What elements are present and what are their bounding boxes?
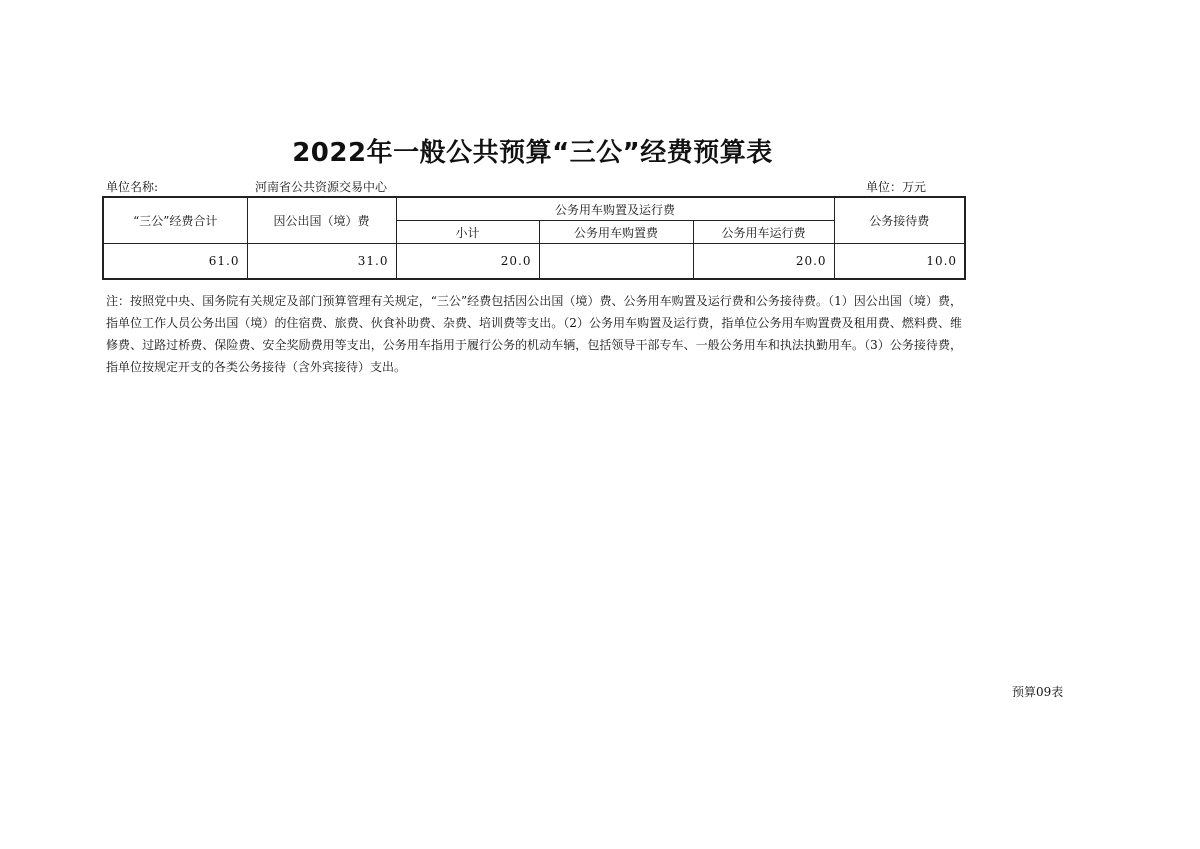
header-operation: 公务用车运行费	[693, 221, 834, 244]
header-subtotal: 小计	[396, 221, 539, 244]
header-total: “三公”经费合计	[103, 197, 247, 244]
cell-subtotal: 20.0	[396, 244, 539, 280]
cell-operation: 20.0	[693, 244, 834, 280]
cell-reception: 10.0	[834, 244, 965, 280]
org-label: 单位名称:	[106, 180, 159, 194]
form-number: 预算09表	[1012, 685, 1064, 699]
unit-label: 单位：万元	[866, 180, 927, 194]
header-purchase: 公务用车购置费	[539, 221, 693, 244]
header-reception: 公务接待费	[834, 197, 965, 244]
table-header-row	[103, 197, 965, 221]
cell-purchase	[539, 244, 693, 280]
header-vehicle-group: 公务用车购置及运行费	[396, 197, 834, 221]
cell-abroad: 31.0	[247, 244, 396, 280]
page-title: 2022年一般公共预算“三公”经费预算表	[292, 138, 773, 168]
footnote: 注：按照党中央、国务院有关规定及部门预算管理有关规定，“三公”经费包括因公出国（境）费、公务用车购置及运行费和公务接待费。（1）因公出国（境）费，指单位工作人员公务出国（境）的住宿费、旅费、伙食补助费、杂费、培训费等支出。（2）公务用车购置及运行费，指单位公务用车购置费及租用费、燃料费、维修费、过路过桥费、保险费、安全奖励费用等支出，公务用车指用于履行公务的机动车辆，包括领导干部专车、一般公务用车和执法执勤用车。（3）公务接待费，指单位按规定开支的各类公务接待（含外宾接待）支出。	[106, 294, 962, 374]
header-abroad: 因公出国（境）费	[247, 197, 396, 244]
budget-table	[102, 196, 966, 280]
org-name: 河南省公共资源交易中心	[255, 180, 388, 194]
cell-total: 61.0	[103, 244, 247, 280]
table-row	[103, 244, 965, 280]
